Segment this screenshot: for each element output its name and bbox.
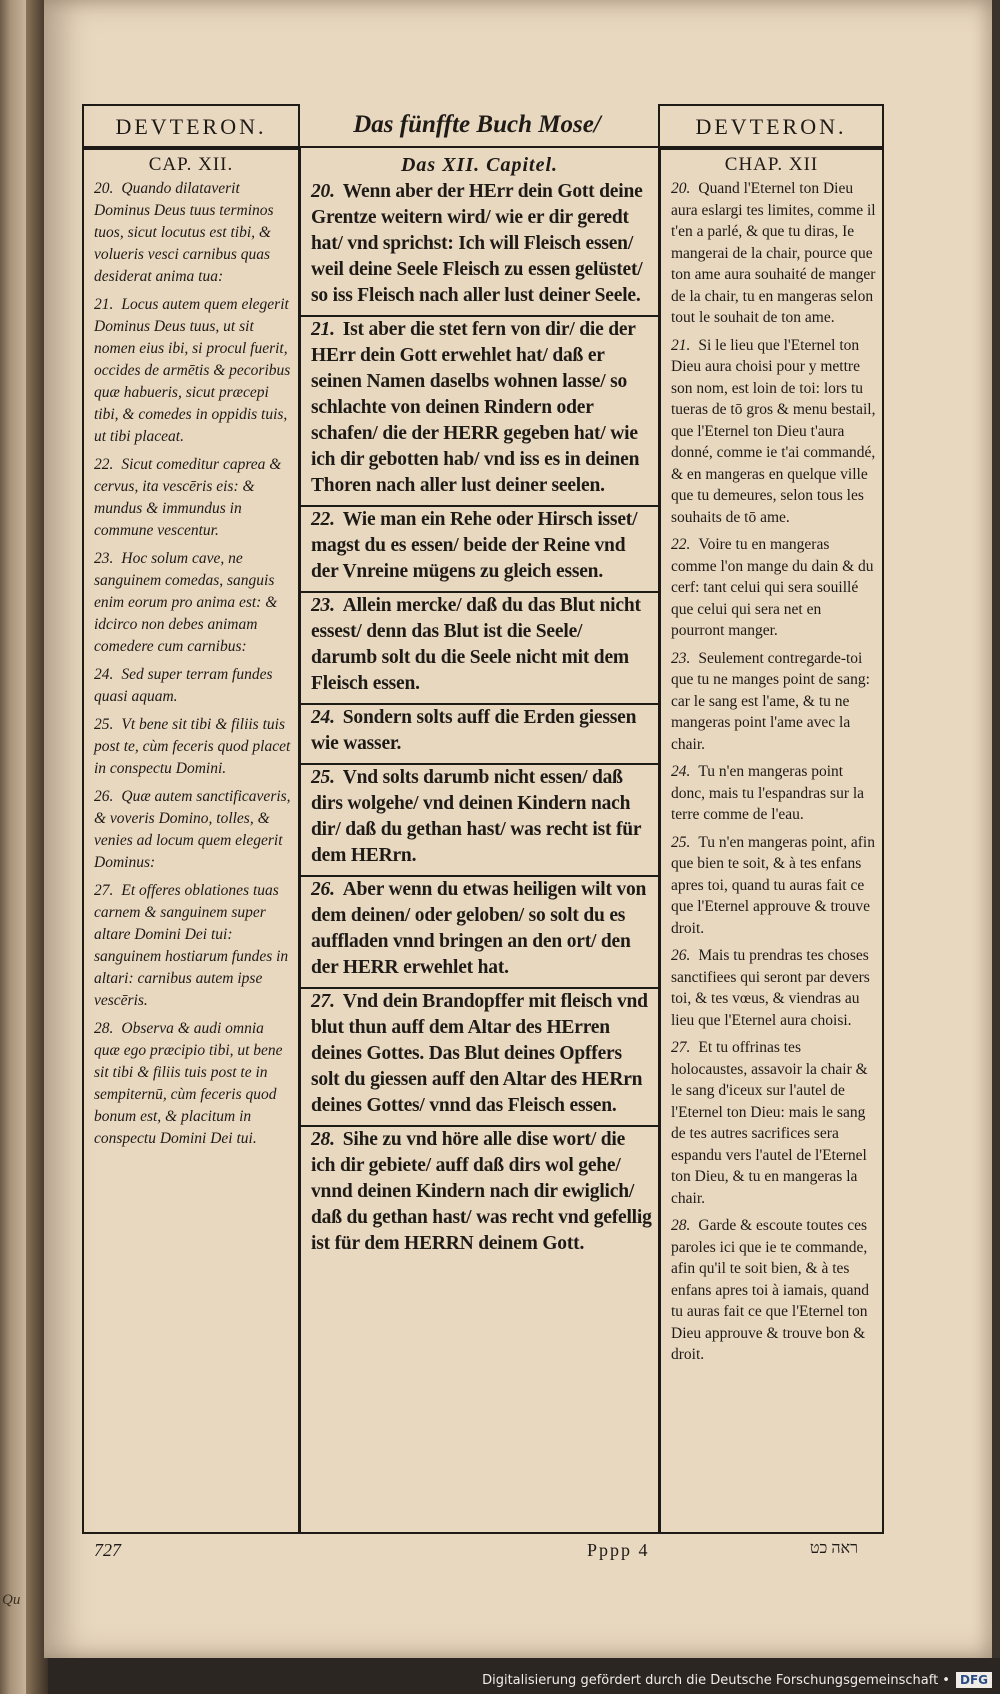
verse-number: 26. [671,947,691,964]
verse-text: Vt bene sit tibi & filiis tuis post te, cùm feceris quod placet in conspectu Domini. [94,716,291,777]
verse-number: 22. [311,509,335,530]
verse-text: Mais tu prendras tes choses sanctifiees qui seront par devers toi, & tes vœus, & viendras au lieu que l'Eternel aura choisi. [671,947,870,1029]
verse-number: 20. [671,180,691,197]
verse-french [661,1037,882,1209]
verse-text: Tu n'en mangeras point donc, mais tu l'espandras sur la terre comme de l'eau. [671,763,865,823]
verse-number: 21. [94,296,114,313]
dfg-logo: DFG [956,1672,992,1688]
verse-text: Sicut comeditur caprea & cervus, ita vescēris eis: & mundus & immundus in commune vescentur. [94,456,282,539]
verse-text: Si le lieu que l'Eternel ton Dieu aura choisi pour y mettre son nom, est loin de toi: lors tu tueras de tō gros & menu bestail, que l'Eternel ton Dieu t'aura donné, comme ie t'ai commandé, & en mangeras en quelque ville que tu demeures, selon tous les souhaits de tō ame. [671,336,876,526]
verse-text: Vnd dein Brandopffer mit fleisch vnd blut thun auff dem Altar des HErren deines Gottes. Das Blut deines Opffers solt du giessen auff den Altar des HERrn deines Gottes/ vnnd das Fleisch essen. [311,991,648,1116]
page-number: 727 [94,1540,121,1560]
verse-text: Allein mercke/ daß du das Blut nicht essest/ denn das Blut ist die Seele/ darumb solt du die Seele nicht mit dem Fleisch essen. [311,595,641,694]
verse-number: 25. [94,716,114,733]
verse-text: Sed super terram fundes quasi aquam. [94,666,273,705]
verse-german [301,507,658,585]
verse-french [661,178,882,329]
verse-french [661,335,882,529]
verse-number: 28. [311,1129,335,1150]
verse-german [301,989,658,1119]
chapter-heading-french: CHAP. XII [724,154,819,175]
signature-mark: Pppp 4 [587,1540,650,1560]
running-head [82,104,880,148]
verse-number: 27. [311,991,335,1012]
verse-german [301,317,658,499]
verse-number: 22. [671,536,691,553]
verse-text: Ist aber die stet fern von dir/ die der HErr dein Gott erwehlet hat/ daß er seinen Namen daselbs wohnen lasse/ so schlachte von deinen Rindern oder schafen/ die der HERR gegeben hat/ wie ich dir gebotten hab/ vnd iss es in deinen Thoren nach aller lust deiner seelen. [311,319,640,496]
verse-number: 26. [311,879,335,900]
verse-french [661,832,882,940]
verse-text: Seulement contregarde-toi que tu ne manges point de sang: car le sang est l'ame, & tu ne mangeras point l'ame avec la chair. [671,649,870,753]
book-page [44,0,992,1658]
verse-german [301,593,658,697]
verse-german [301,1127,658,1257]
verse-text: Hoc solum cave, ne sanguinem comedas, sanguis enim eorum pro anima est: & idcirco non debes animam comedere cum carnibus: [94,550,278,655]
chapter-heading-latin: CAP. XII. [148,154,234,175]
running-head-right: DEVTERON. [658,104,884,150]
verse-latin [84,294,298,448]
verse-latin [84,178,298,288]
verse-french [661,761,882,826]
verse-text: Et offeres oblationes tuas carnem & sanguinem super altare Domini Dei tui: sanguinem hostiarum fundes in altari: carnibus autem ipse vescēris. [94,882,289,1009]
verse-number: 24. [671,763,691,780]
verse-french [661,648,882,756]
verse-german [301,877,658,981]
german-column [301,148,661,1532]
verse-text: Locus autem quem elegerit Dominus Deus tuus, ut sit nomen eius ibi, si procul fuerit, occides de armētis & pecoribus quæ habueris, sicut præcepi tibi, & comedes in oppidis tuis, ut tibi placeat. [94,296,291,445]
right-page-edge [992,0,1000,1658]
margin-fragment: Qu [2,1592,21,1608]
verse-number: 23. [311,595,335,616]
verse-number: 20. [311,181,335,202]
verse-number: 27. [671,1039,691,1056]
verse-text: Quand l'Eternel ton Dieu aura eslargi tes limites, comme il t'en a parlé, & que tu diras, Ie mangerai de la chair, pource que ton ame aura souhaité de manger de la chair, tu en mangeras selon tout le souhait de ton ame. [671,180,876,326]
verse-french [661,1215,882,1366]
verse-french [661,534,882,642]
verse-latin [84,548,298,658]
verse-number: 22. [94,456,114,473]
running-head-left: DEVTERON. [82,104,300,150]
left-page-edge [0,0,26,1694]
verse-latin [84,786,298,874]
verse-latin [84,664,298,708]
hebrew-catchword: ראה כט [809,1540,858,1557]
verse-number: 26. [94,788,114,805]
verse-latin [84,714,298,780]
digitization-credit [482,1672,992,1688]
latin-column [84,148,301,1532]
verse-latin [84,1018,298,1150]
verse-text: Garde & escoute toutes ces paroles ici que ie te commande, afin qu'il te soit bien, & à tes enfans apres toi à iamais, quand tu auras fait ce que l'Eternel ton Dieu approuve & trouve bon & droit. [671,1217,869,1363]
verse-number: 21. [671,336,691,354]
page-footer [82,1538,880,1568]
verse-number: 25. [311,767,335,788]
verse-number: 20. [94,180,114,197]
verse-number: 28. [671,1217,691,1234]
text-frame [82,146,884,1534]
credit-text: Digitalisierung gefördert durch die Deutsche Forschungsgemeinschaft • [482,1672,950,1688]
verse-text: Vnd solts darumb nicht essen/ daß dirs wolgehe/ vnd deinen Kindern nach dir/ daß du gethan hast/ was recht ist für dem HERrn. [311,767,642,866]
verse-number: 28. [94,1020,114,1037]
verse-text: Observa & audi omnia quæ ego præcipio tibi, ut bene sit tibi & filiis tuis post te in sempiternū, cùm feceris quod bonum est, & placitum in conspectu Domini Dei tui. [94,1020,283,1147]
verse-number: 23. [94,550,114,567]
verse-german [301,179,658,309]
verse-french [661,945,882,1031]
verse-text: Wenn aber der HErr dein Gott deine Grentze weitern wird/ wie er dir geredt hat/ vnd sprichst: Ich will Fleisch essen/ weil deine Seele Fleisch zu essen gelüstet/ so iss Fleisch nach aller lust deiner Seele. [311,181,643,306]
verse-text: Sihe zu vnd höre alle dise wort/ die ich dir gebiete/ auff daß dirs wol gehe/ vnnd deinen Kindern nach dir ewiglich/ daß du gethan hast/ was recht vnd gefellig ist für dem HERRN deinem Gott. [311,1129,652,1254]
verse-text: Sondern solts auff die Erden giessen wie wasser. [311,707,637,754]
verse-number: 24. [94,666,114,683]
verse-text: Voire tu en mangeras comme l'on mange du dain & du cerf: tant celui qui sera souillé que celui qui sera net en pourront manger. [671,536,874,639]
verse-text: Aber wenn du etwas heiligen wilt von dem deinen/ oder geloben/ so solt du es auffladen vnnd bringen an den ort/ den der HERR erwehlet hat. [311,879,647,978]
verse-german [301,765,658,869]
chapter-heading-german: Das XII. Capitel. [400,154,559,176]
verse-latin [84,454,298,542]
verse-text: Tu n'en mangeras point, afin que bien te soit, & à tes enfans apres toi, quand tu auras fait ce que l'Eternel approuve & trouve droit. [671,833,875,937]
french-column [661,148,882,1532]
verse-number: 27. [94,882,114,899]
running-head-center: Das fünffte Buch Mose/ [353,111,601,138]
verse-number: 21. [311,319,335,340]
verse-text: Et tu offrinas tes holocaustes, assavoir la chair & le sang d'iceux sur l'autel de l'Eternel ton Dieu: mais le sang de tes autres sacrifices sera espandu vers l'autel de l'Eternel ton Dieu, & tu en mangeras la chair. [671,1039,868,1207]
verse-latin [84,880,298,1012]
verse-number: 25. [671,833,691,851]
verse-text: Wie man ein Rehe oder Hirsch isset/ magst du es essen/ beide der Reine vnd der Vnreine mügens zu gleich essen. [311,509,638,582]
verse-text: Quando dilataverit Dominus Deus tuus terminos tuos, sicut locutus est tibi, & volueris vesci carnibus quas desiderat anima tua: [94,180,274,285]
verse-text: Quæ autem sanctificaveris, & voveris Domino, tolles, & venies ad locum quem elegerit Dominus: [94,788,291,871]
verse-german [301,705,658,757]
verse-number: 24. [311,707,335,728]
verse-number: 23. [671,649,691,667]
